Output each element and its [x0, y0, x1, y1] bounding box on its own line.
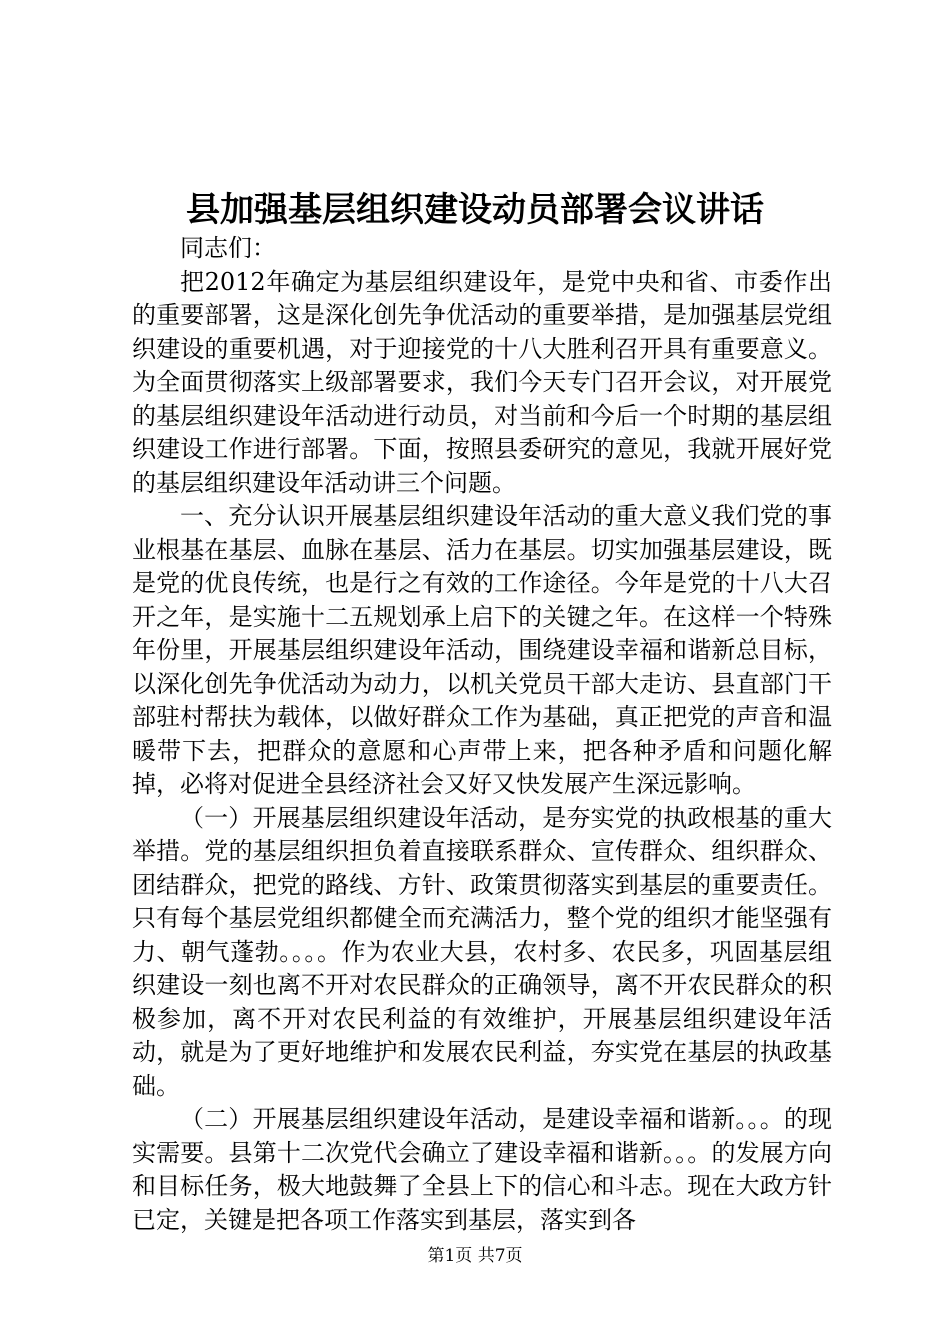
paragraph-2: 一、充分认识开展基层组织建设年活动的重大意义我们党的事业根基在基层、血脉在基层、活力在基层。切实加强基层建设，既是党的优良传统，也是行之有效的工作途径。今年是党的十八大召开之年，是实施十二五规划承上启下的关键之年。在这样一个特殊年份里，开展基层组织建设年活动，围绕建设幸福和谐新总目标，以深化创先争优活动为动力，以机关党员干部大走访、县直部门干部驻村帮扶为载体，以做好群众工作为基础，真正把党的声音和温暖带下去，把群众的意愿和心声带上来，把各种矛盾和问题化解掉，必将对促进全县经济社会又好又快发展产生深远影响。: [132, 502, 832, 798]
greeting: 同志们：: [180, 234, 276, 262]
document-title: 县加强基层组织建设动员部署会议讲话: [186, 190, 764, 230]
page-footer: 第1页 共7页: [427, 1246, 523, 1266]
paragraph-1: 把2012年确定为基层组织建设年，是党中央和省、市委作出的重要部署，这是深化创先争优活动的重要举措，是加强基层党组织建设的重要机遇，对于迎接党的十八大胜利召开具有重要意义。为全面贯彻落实上级部署要求，我们今天专门召开会议，对开展党的基层组织建设年活动进行动员，对当前和今后一个时期的基层组织建设工作进行部署。下面，按照县委研究的意见，我就开展好党的基层组织建设年活动讲三个问题。: [132, 267, 832, 497]
paragraph-4: （二）开展基层组织建设年活动，是建设幸福和谐新。。。的现实需要。县第十二次党代会确立了建设幸福和谐新。。。的发展方向和目标任务，极大地鼓舞了全县上下的信心和斗志。现在大政方针已定，关键是把各项工作落实到基层，落实到各: [132, 1105, 832, 1234]
paragraph-3: （一）开展基层组织建设年活动，是夯实党的执政根基的重大举措。党的基层组织担负着直接联系群众、宣传群众、组织群众、团结群众，把党的路线、方针、政策贯彻落实到基层的重要责任。只有每个基层党组织都健全而充满活力，整个党的组织才能坚强有力、朝气蓬勃。。。。作为农业大县，农村多、农民多，巩固基层组织建设一刻也离不开对农民群众的正确领导，离不开农民群众的积极参加，离不开对农民利益的有效维护，开展基层组织建设年活动，就是为了更好地维护和发展农民利益，夯实党在基层的执政基础。: [132, 803, 832, 1100]
document-body: [132, 232, 832, 1237]
